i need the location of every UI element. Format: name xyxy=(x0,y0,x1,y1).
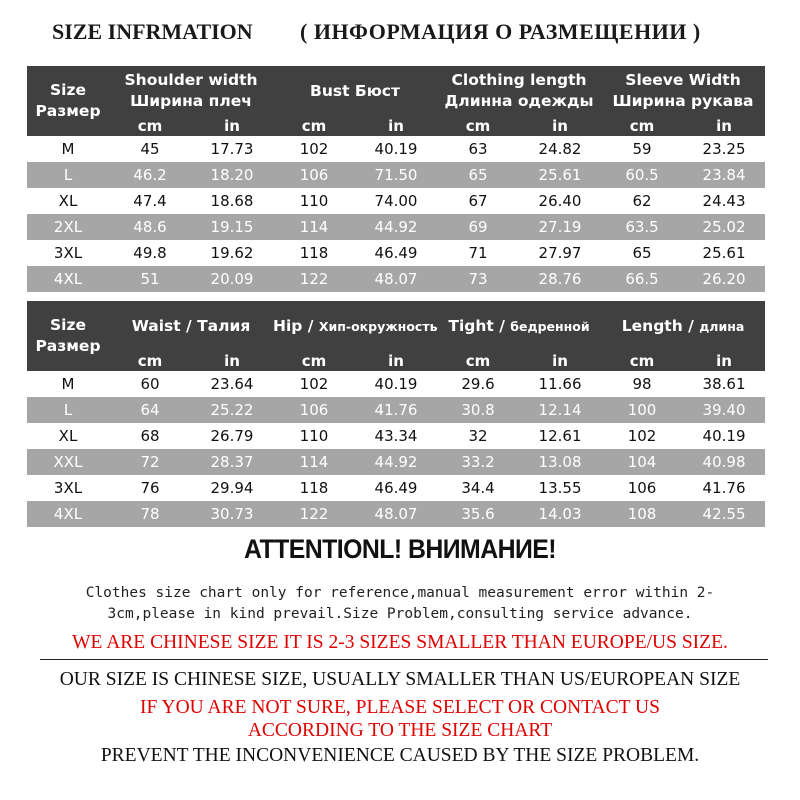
value-cell: 34.4 xyxy=(437,475,519,501)
size-cell: 4XL xyxy=(27,266,109,292)
value-cell: 100 xyxy=(601,397,683,423)
divider xyxy=(40,659,768,660)
table-row xyxy=(27,501,765,527)
value-cell: 27.19 xyxy=(519,214,601,240)
header-en: Length xyxy=(621,316,683,335)
value-cell: 40.19 xyxy=(355,371,437,397)
value-cell: 48.6 xyxy=(109,214,191,240)
value-cell: 108 xyxy=(601,501,683,527)
value-cell: 25.02 xyxy=(683,214,765,240)
table-row xyxy=(27,136,765,162)
value-cell: 114 xyxy=(273,214,355,240)
value-cell: 13.08 xyxy=(519,449,601,475)
value-cell: 63 xyxy=(437,136,519,162)
table-row xyxy=(27,371,765,397)
value-cell: 40.98 xyxy=(683,449,765,475)
size-cell: XL xyxy=(27,188,109,214)
value-cell: 110 xyxy=(273,188,355,214)
unit-cell: cm xyxy=(437,351,519,371)
value-cell: 25.61 xyxy=(519,162,601,188)
unit-cell: cm xyxy=(273,116,355,136)
waist-header: Waist / Талия xyxy=(109,301,273,351)
value-cell: 33.2 xyxy=(437,449,519,475)
value-cell: 44.92 xyxy=(355,214,437,240)
unit-cell: in xyxy=(355,351,437,371)
value-cell: 78 xyxy=(109,501,191,527)
unit-cell: cm xyxy=(601,351,683,371)
value-cell: 28.76 xyxy=(519,266,601,292)
value-cell: 24.43 xyxy=(683,188,765,214)
title-english: SIZE INFRMATION xyxy=(52,19,253,44)
value-cell: 76 xyxy=(109,475,191,501)
value-cell: 18.68 xyxy=(191,188,273,214)
header-ru: Ширина плеч xyxy=(130,92,252,110)
value-cell: 60 xyxy=(109,371,191,397)
header-ru: бедренной xyxy=(510,318,590,334)
value-cell: 48.07 xyxy=(355,266,437,292)
units-row xyxy=(27,116,765,136)
size-cell: M xyxy=(27,371,109,397)
page-title xyxy=(0,0,800,64)
value-cell: 64 xyxy=(109,397,191,423)
value-cell: 102 xyxy=(601,423,683,449)
header-en: Tight xyxy=(448,316,494,335)
value-cell: 63.5 xyxy=(601,214,683,240)
value-cell: 71.50 xyxy=(355,162,437,188)
value-cell: 47.4 xyxy=(109,188,191,214)
units-row xyxy=(27,351,765,371)
value-cell: 26.79 xyxy=(191,423,273,449)
size-header-en: Size xyxy=(49,81,86,99)
value-cell: 48.07 xyxy=(355,501,437,527)
value-cell: 106 xyxy=(273,397,355,423)
value-cell: 65 xyxy=(437,162,519,188)
value-cell: 42.55 xyxy=(683,501,765,527)
header-ru: Талия xyxy=(197,316,251,335)
header-en: Clothing length xyxy=(451,71,587,89)
value-cell: 23.64 xyxy=(191,371,273,397)
value-cell: 17.73 xyxy=(191,136,273,162)
value-cell: 24.82 xyxy=(519,136,601,162)
length-header: Length / длина xyxy=(601,301,765,351)
value-cell: 23.84 xyxy=(683,162,765,188)
value-cell: 65 xyxy=(601,240,683,266)
size-cell: M xyxy=(27,136,109,162)
header-ru: Длинна одежды xyxy=(444,92,594,110)
note-line: 3cm,please in kind prevail.Size Problem,consulting service advance. xyxy=(107,606,693,622)
size-table-upper xyxy=(27,66,765,292)
value-cell: 26.20 xyxy=(683,266,765,292)
size-cell: 4XL xyxy=(27,501,109,527)
value-cell: 118 xyxy=(273,475,355,501)
size-cell: L xyxy=(27,397,109,423)
value-cell: 12.14 xyxy=(519,397,601,423)
size-cell: 3XL xyxy=(27,240,109,266)
size-header-ru: Размер xyxy=(35,102,101,120)
size-cell: L xyxy=(27,162,109,188)
value-cell: 102 xyxy=(273,371,355,397)
value-cell: 68 xyxy=(109,423,191,449)
unit-cell: cm xyxy=(109,351,191,371)
sleeve-width-header xyxy=(601,66,765,116)
value-cell: 40.19 xyxy=(355,136,437,162)
value-cell: 40.19 xyxy=(683,423,765,449)
value-cell: 30.73 xyxy=(191,501,273,527)
size-header xyxy=(27,66,109,136)
value-cell: 38.61 xyxy=(683,371,765,397)
value-cell: 28.37 xyxy=(191,449,273,475)
value-cell: 32 xyxy=(437,423,519,449)
value-cell: 62 xyxy=(601,188,683,214)
note-line: Clothes size chart only for reference,manual measurement error within 2- xyxy=(85,585,715,601)
value-cell: 67 xyxy=(437,188,519,214)
hip-header: Hip / Хип-окружность xyxy=(273,301,437,351)
unit-cell: in xyxy=(191,351,273,371)
clothing-length-header xyxy=(437,66,601,116)
value-cell: 29.6 xyxy=(437,371,519,397)
header-ru: длина xyxy=(699,318,745,334)
value-cell: 19.15 xyxy=(191,214,273,240)
size-header-en: Size xyxy=(49,316,86,334)
value-cell: 122 xyxy=(273,501,355,527)
value-cell: 72 xyxy=(109,449,191,475)
value-cell: 45 xyxy=(109,136,191,162)
value-cell: 25.61 xyxy=(683,240,765,266)
bottom-line-2: IF YOU ARE NOT SURE, PLEASE SELECT OR CONTACT US xyxy=(140,697,660,718)
table-row xyxy=(27,162,765,188)
unit-cell: cm xyxy=(273,351,355,371)
bottom-line-1: OUR SIZE IS CHINESE SIZE, USUALLY SMALLER THAN US/EUROPEAN SIZE xyxy=(59,669,741,690)
reference-note xyxy=(30,583,770,625)
value-cell: 44.92 xyxy=(355,449,437,475)
table-row xyxy=(27,449,765,475)
value-cell: 110 xyxy=(273,423,355,449)
value-cell: 98 xyxy=(601,371,683,397)
size-cell: 3XL xyxy=(27,475,109,501)
unit-cell: cm xyxy=(437,116,519,136)
value-cell: 46.49 xyxy=(355,240,437,266)
header-en: Bust Бюст xyxy=(310,81,400,100)
value-cell: 46.2 xyxy=(109,162,191,188)
value-cell: 49.8 xyxy=(109,240,191,266)
value-cell: 59 xyxy=(601,136,683,162)
tight-header: Tight / бедренной xyxy=(437,301,601,351)
unit-cell: in xyxy=(683,351,765,371)
bust-header xyxy=(273,66,437,116)
chinese-size-warning: WE ARE CHINESE SIZE IT IS 2-3 SIZES SMALLER THAN EUROPE/US SIZE. xyxy=(72,632,728,653)
value-cell: 60.5 xyxy=(601,162,683,188)
value-cell: 12.61 xyxy=(519,423,601,449)
value-cell: 73 xyxy=(437,266,519,292)
value-cell: 66.5 xyxy=(601,266,683,292)
bottom-line-4: PREVENT THE INCONVENIENCE CAUSED BY THE SIZE PROBLEM. xyxy=(100,745,700,766)
value-cell: 43.34 xyxy=(355,423,437,449)
value-cell: 29.94 xyxy=(191,475,273,501)
header-en: Sleeve Width xyxy=(625,71,741,89)
value-cell: 122 xyxy=(273,266,355,292)
unit-cell: in xyxy=(191,116,273,136)
value-cell: 25.22 xyxy=(191,397,273,423)
header-en: Shoulder width xyxy=(124,71,258,89)
table-row xyxy=(27,266,765,292)
size-table-lower xyxy=(27,301,765,527)
value-cell: 20.09 xyxy=(191,266,273,292)
header-ru: Хип-окружность xyxy=(318,318,438,334)
value-cell: 41.76 xyxy=(355,397,437,423)
value-cell: 114 xyxy=(273,449,355,475)
value-cell: 19.62 xyxy=(191,240,273,266)
value-cell: 104 xyxy=(601,449,683,475)
value-cell: 51 xyxy=(109,266,191,292)
size-cell: XXL xyxy=(27,449,109,475)
size-header-ru: Размер xyxy=(35,337,101,355)
header-ru: Ширина рукава xyxy=(612,92,754,110)
table-row xyxy=(27,214,765,240)
header-en: Hip xyxy=(273,316,303,335)
table-row xyxy=(27,397,765,423)
unit-cell: in xyxy=(519,351,601,371)
value-cell: 71 xyxy=(437,240,519,266)
size-header xyxy=(27,301,109,371)
value-cell: 14.03 xyxy=(519,501,601,527)
unit-cell: in xyxy=(355,116,437,136)
value-cell: 41.76 xyxy=(683,475,765,501)
value-cell: 106 xyxy=(273,162,355,188)
header-en: Waist xyxy=(131,316,181,335)
value-cell: 27.97 xyxy=(519,240,601,266)
table-row xyxy=(27,188,765,214)
value-cell: 106 xyxy=(601,475,683,501)
size-cell: 2XL xyxy=(27,214,109,240)
unit-cell: cm xyxy=(109,116,191,136)
unit-cell: cm xyxy=(601,116,683,136)
value-cell: 13.55 xyxy=(519,475,601,501)
value-cell: 74.00 xyxy=(355,188,437,214)
unit-cell: in xyxy=(519,116,601,136)
value-cell: 69 xyxy=(437,214,519,240)
table-row xyxy=(27,475,765,501)
value-cell: 23.25 xyxy=(683,136,765,162)
value-cell: 18.20 xyxy=(191,162,273,188)
table-row xyxy=(27,240,765,266)
value-cell: 118 xyxy=(273,240,355,266)
value-cell: 102 xyxy=(273,136,355,162)
title-russian: ( ИНФОРМАЦИЯ О РАЗМЕЩЕНИИ ) xyxy=(300,19,701,44)
value-cell: 39.40 xyxy=(683,397,765,423)
value-cell: 30.8 xyxy=(437,397,519,423)
value-cell: 26.40 xyxy=(519,188,601,214)
value-cell: 11.66 xyxy=(519,371,601,397)
shoulder-width-header xyxy=(109,66,273,116)
table-row xyxy=(27,423,765,449)
value-cell: 46.49 xyxy=(355,475,437,501)
unit-cell: in xyxy=(683,116,765,136)
size-cell: XL xyxy=(27,423,109,449)
bottom-line-3: ACCORDING TO THE SIZE CHART xyxy=(247,720,553,741)
attention-heading: ATTENTIONL! ВНИМАНИЕ! xyxy=(243,534,557,564)
value-cell: 35.6 xyxy=(437,501,519,527)
